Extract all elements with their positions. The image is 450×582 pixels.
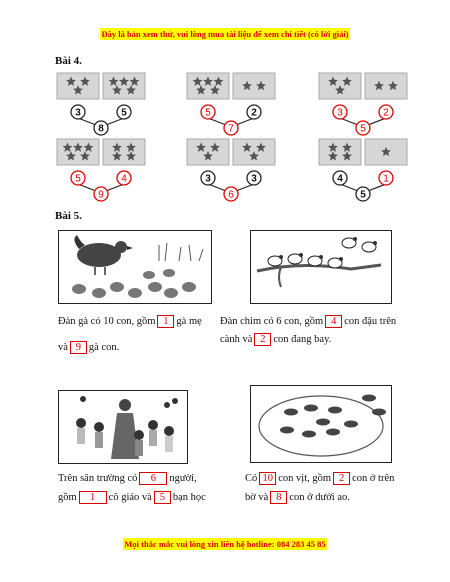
answer-box: 4 xyxy=(325,315,342,328)
right-number-circle-value: 4 xyxy=(121,173,127,185)
right-number-circle-value: 2 xyxy=(251,107,257,119)
total-number-circle-value: 7 xyxy=(228,123,234,135)
number-tree-4 xyxy=(56,138,146,202)
number-tree-2 xyxy=(186,72,276,136)
total-number-circle-value: 5 xyxy=(360,123,366,135)
answer-box: 10 xyxy=(259,472,276,485)
q3-line2: gồm 1 cô giáo và 5 bạn học xyxy=(58,492,206,503)
birds-branch-illustration xyxy=(250,230,392,304)
bai5-heading: Bài 5. xyxy=(55,210,82,222)
right-number-circle-value: 5 xyxy=(121,107,127,119)
answer-box: 6 xyxy=(139,472,167,485)
answer-box: 2 xyxy=(254,333,271,346)
bai4-heading: Bài 4. xyxy=(55,55,82,67)
number-tree-5 xyxy=(186,138,276,202)
q2-line1: Đàn chim có 6 con, gồm 4 con đậu trên xyxy=(220,316,397,327)
left-number-circle-value: 4 xyxy=(337,173,343,185)
answer-box: 2 xyxy=(333,472,350,485)
total-number-circle-value: 9 xyxy=(98,189,104,201)
right-star-card xyxy=(365,73,407,99)
right-number-circle-value: 1 xyxy=(383,173,389,185)
right-number-circle-value: 3 xyxy=(251,173,257,185)
right-star-card xyxy=(103,139,145,165)
q4-line2: bờ và 8 con ở dưới ao. xyxy=(245,492,350,503)
total-number-circle-value: 6 xyxy=(228,189,234,201)
footer-notice: Mọi thắc mắc vui lòng xin liên hệ hotline: 084 283 45 85 xyxy=(124,539,326,549)
left-number-circle-value: 5 xyxy=(75,173,81,185)
left-number-circle-value: 3 xyxy=(75,107,81,119)
number-tree-6 xyxy=(318,138,408,202)
answer-box: 8 xyxy=(270,491,287,504)
q1-line1: Đàn gà có 10 con, gồm 1 gà mẹ xyxy=(58,316,202,327)
answer-box: 5 xyxy=(154,491,171,504)
left-star-card xyxy=(319,139,361,165)
q1-line2: và 9 gà con. xyxy=(58,342,120,353)
number-tree-3 xyxy=(318,72,408,136)
right-star-card xyxy=(233,73,275,99)
answer-box: 9 xyxy=(70,341,87,354)
left-number-circle-value: 3 xyxy=(337,107,343,119)
q4-line1: Có 10 con vịt, gồm 2 con ở trên xyxy=(245,473,395,484)
q3-line1: Trên sân trường có 6 người, xyxy=(58,473,197,484)
answer-box: 1 xyxy=(79,491,107,504)
hen-chicks-illustration xyxy=(58,230,212,304)
answer-box: 1 xyxy=(157,315,174,328)
total-number-circle-value: 8 xyxy=(98,123,104,135)
total-number-circle-value: 5 xyxy=(360,189,366,201)
number-tree-1 xyxy=(56,72,146,136)
left-number-circle-value: 3 xyxy=(205,173,211,185)
left-number-circle-value: 5 xyxy=(205,107,211,119)
right-number-circle-value: 2 xyxy=(383,107,389,119)
ducks-pond-illustration xyxy=(250,385,392,463)
teacher-children-illustration xyxy=(58,390,188,464)
q2-line2: cành và 2 con đang bay. xyxy=(220,334,332,345)
header-notice: Đây là bản xem thử, vui lòng mua tài liệu để xem chi tiết (có lời giải) xyxy=(101,29,349,39)
